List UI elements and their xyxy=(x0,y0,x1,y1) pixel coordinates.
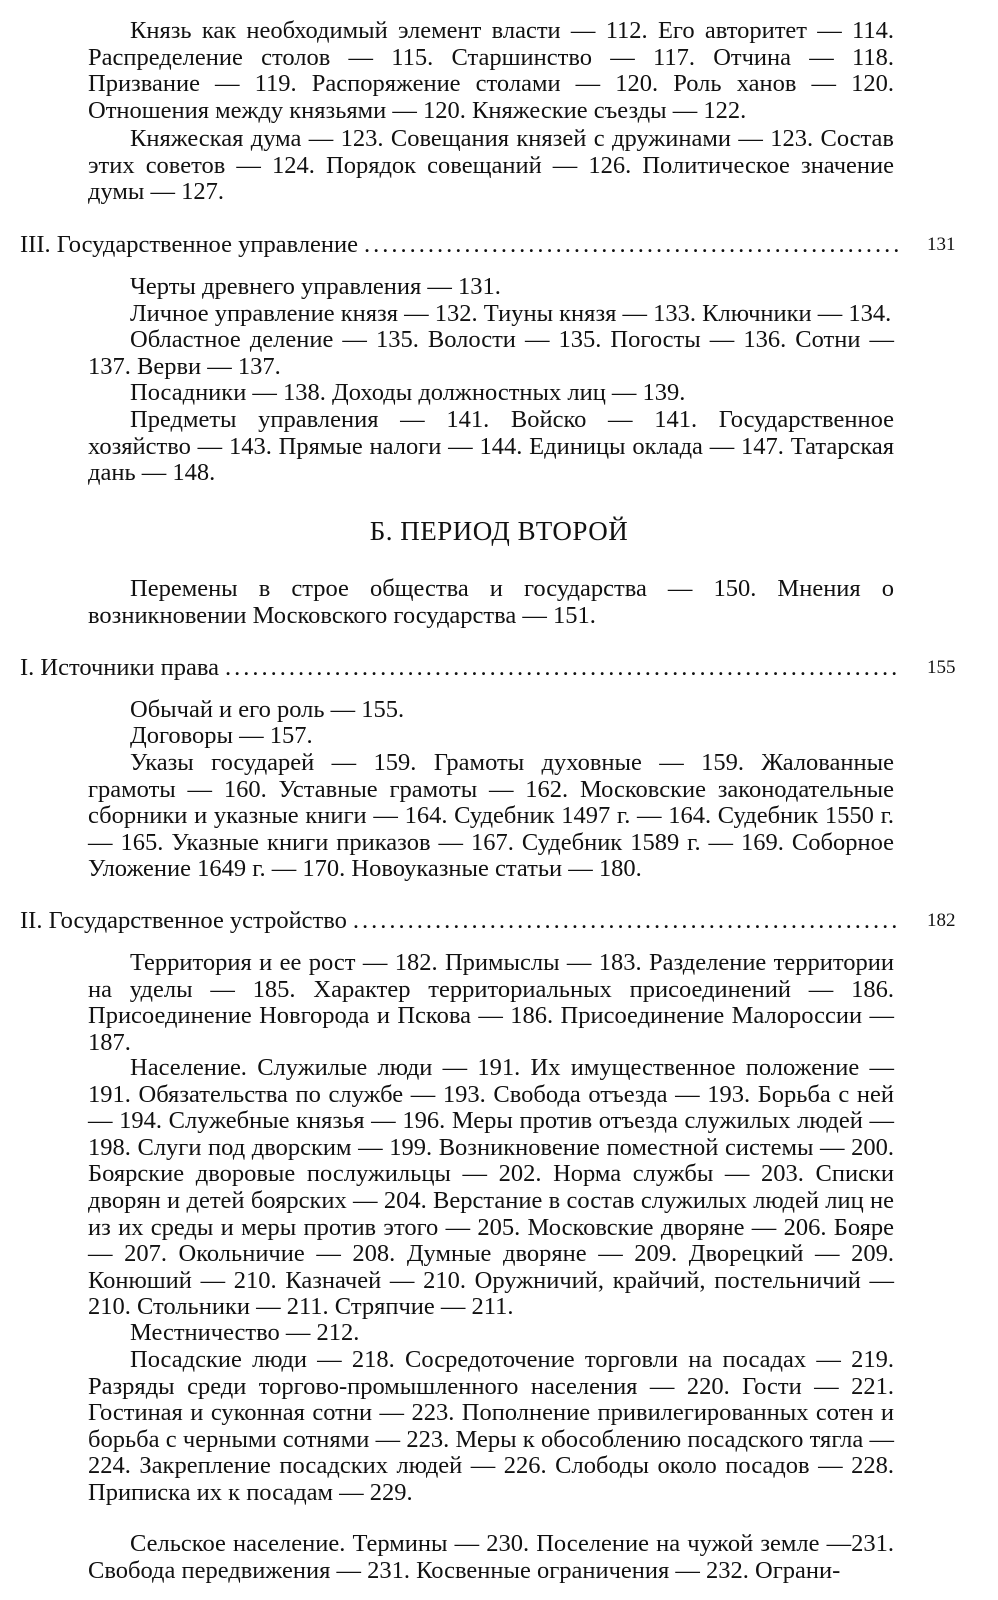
section-3-paragraph-5: Предметы управления — 141. Войско — 141. Государственное хозяйство — 143. Прямые налоги — 144. Единицы оклада — 147. Татарская дань — 148. xyxy=(88,406,894,487)
period-heading: Б. ПЕРИОД ВТОРОЙ xyxy=(369,516,629,546)
toc-page-number: 155 xyxy=(927,657,956,678)
toc-leader-dots xyxy=(353,908,898,935)
section-3-paragraph-1: Черты древнего управления — 131. xyxy=(130,273,501,300)
section-1-paragraph-1: Обычай и его роль — 155. xyxy=(130,696,405,723)
toc-entry-title: I. Источники права xyxy=(20,654,220,681)
toc-leader-dots xyxy=(225,655,898,682)
toc-entry-sources-of-law[interactable] xyxy=(20,655,898,682)
toc-entry-state-structure[interactable] xyxy=(20,908,898,935)
intro-paragraph-2: Княжеская дума — 123. Совещания князей с дружинами — 123. Состав этих советов — 124. Порядок совещаний — 126. Политическое значение думы — 127. xyxy=(88,125,894,206)
section-3-paragraph-4: Посадники — 138. Доходы должностных лиц — 139. xyxy=(130,379,686,406)
intro-paragraph-1: Князь как необходимый элемент власти — 112. Его авторитет — 114. Распределение столов — 115. Старшинство — 117. Отчина — 118. Призвание — 119. Распоряжение столами — 120. Роль ханов — 120. Отношения между князьями — 120. Княжеские съезды — 122. xyxy=(88,17,894,124)
toc-entry-state-administration[interactable] xyxy=(20,232,898,259)
toc-entry-title: III. Государственное управление xyxy=(20,231,359,258)
section-2-paragraph-4: Посадские люди — 218. Сосредоточение торговли на посадах — 219. Разряды среди торгово-промышленного населения — 220. Гости — 221. Гостиная и суконная сотни — 223. Пополнение привилегированных сотен и борьба с черными сотнями — 223. Меры к обособлению посадского тягла — 224. Закрепление посадских людей — 226. Слободы около посадов — 228. Приписка их к посадам — 229. xyxy=(88,1346,894,1506)
section-2-paragraph-1: Территория и ее рост — 182. Примыслы — 183. Разделение территории на уделы — 185. Характер территориальных присоединений — 186. Присоединение Новгорода и Пскова — 186. Присоединение Малороссии — 187. xyxy=(88,949,894,1056)
section-2-paragraph-3: Местничество — 212. xyxy=(130,1319,360,1346)
toc-leader-dots xyxy=(364,232,898,259)
section-3-paragraph-2: Личное управление князя — 132. Тиуны князя — 133. Ключники — 134. xyxy=(130,300,892,327)
section-2-paragraph-2: Население. Служилые люди — 191. Их имущественное положение — 191. Обязательства по службе — 193. Свобода отъезда — 193. Борьба с ней — 194. Служебные князья — 196. Меры против отъезда служилых людей — 198. Слуги под дворским — 199. Возникновение поместной системы — 200. Боярские дворовые послужильцы — 202. Норма службы — 203. Списки дворян и детей боярских — 204. Верстание в состав служилых людей лиц не из их среды и меры против этого — 205. Московские дворяне — 206. Бояре — 207. Окольничие — 208. Думные дворяне — 209. Дворецкий — 209. Конюший — 210. Казначей — 210. Оружничий, крайчий, постельничий — 210. Стольники — 211. Стряпчие — 211. xyxy=(88,1054,894,1321)
toc-entry-title: II. Государственное устройство xyxy=(20,907,347,934)
toc-page-number: 182 xyxy=(927,910,956,931)
section-2-paragraph-5: Сельское население. Термины — 230. Поселение на чужой земле —231. Свобода передвижения — 231. Косвенные ограничения — 232. Ограни- xyxy=(88,1530,894,1584)
section-1-paragraph-2: Договоры — 157. xyxy=(130,722,313,749)
period-intro-paragraph: Перемены в строе общества и государства — 150. Мнения о возникновении Московского государства — 151. xyxy=(88,575,894,629)
section-1-paragraph-3: Указы государей — 159. Грамоты духовные — 159. Жалованные грамоты — 160. Уставные грамоты — 162. Московские законодательные сборники и указные книги — 164. Судебник 1497 г. — 164. Судебник 1550 г. — 165. Указные книги приказов — 167. Судебник 1589 г. — 169. Соборное Уложение 1649 г. — 170. Новоуказные статьи — 180. xyxy=(88,749,894,883)
section-3-paragraph-3: Областное деление — 135. Волости — 135. Погосты — 136. Сотни — 137. Верви — 137. xyxy=(88,326,894,380)
toc-page-number: 131 xyxy=(927,234,956,255)
